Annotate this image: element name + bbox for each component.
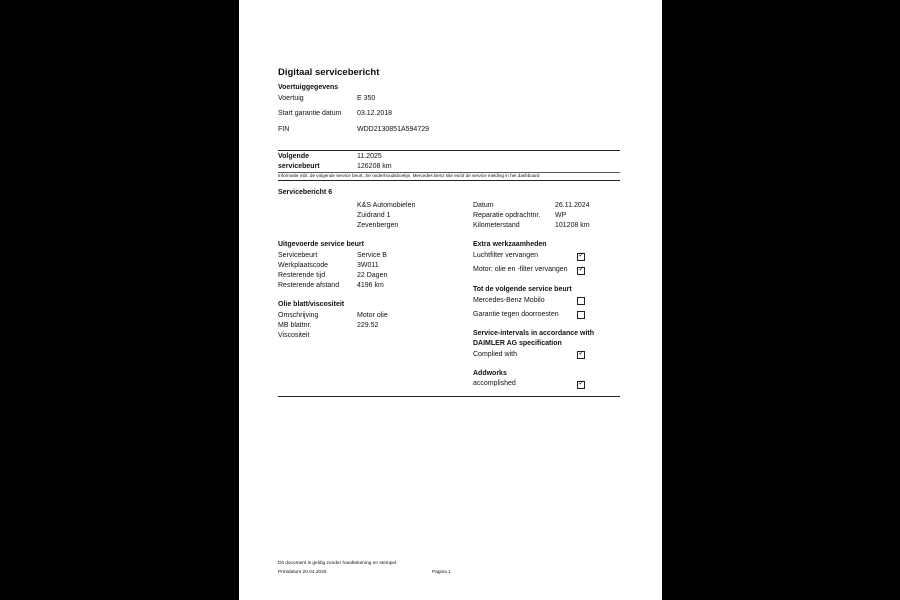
oil-description-label: Omschrijving: [278, 312, 319, 319]
checkmark-icon: ✓: [578, 265, 585, 273]
report-date-label: Datum: [473, 202, 494, 209]
checklist-item-air-filter: Luchtfilter vervangen: [473, 252, 538, 259]
dealer-street: Zuidrand 1: [357, 212, 391, 219]
checkbox[interactable]: [577, 297, 585, 305]
divider: [278, 180, 620, 181]
vehicle-heading: Voertuiggegevens: [278, 84, 339, 91]
remaining-time-label: Resterende tijd: [278, 272, 326, 279]
document-title: Digitaal servicebericht: [278, 67, 380, 78]
next-service-note: Informatie mbt. de volgende service beurt, zie onderhoudsboekje, Mercedes Benz site en/of de service melding in het dashboard: [278, 173, 540, 178]
warranty-start-label: Start garantie datum: [278, 110, 342, 117]
oil-heading: Olie blatt/viscositeit: [278, 301, 345, 308]
service-type-value: Service B: [357, 252, 387, 259]
performed-heading: Uitgevoerde service beurt: [278, 241, 364, 248]
checkbox[interactable]: [577, 351, 585, 359]
checklist-item-mobilo: Mercedes-Benz Mobilo: [473, 297, 545, 304]
document-page: [239, 0, 662, 600]
validity-note: Dit document is geldig zonder handtekening en stempel.: [278, 561, 398, 566]
until-next-heading: Tot de volgende service beurt: [473, 286, 572, 293]
next-service-label: Volgende: [278, 153, 309, 160]
fin-value: WDD2130851A594729: [357, 126, 429, 133]
oil-spec-value: 229.52: [357, 322, 379, 329]
oil-spec-label: MB blattnr.: [278, 322, 312, 329]
vehicle-value: E 350: [357, 95, 376, 102]
intervals-heading-2: DAIMLER AG specification: [473, 340, 562, 347]
checkmark-icon: ✓: [578, 349, 585, 357]
oil-description-value: Motor olie: [357, 312, 388, 319]
addworks-heading: Addworks: [473, 370, 507, 377]
next-service-label-2: servicebeurt: [278, 163, 320, 170]
checklist-item-accomplished: accomplished: [473, 380, 516, 387]
extra-heading: Extra werkzaamheden: [473, 241, 547, 248]
dealer-name: K&S Automobielen: [357, 202, 416, 209]
viscosity-label: Viscositeit: [278, 332, 310, 339]
mileage-label: Kilometerstand: [473, 222, 520, 229]
checklist-item-oil-filter: Motor: olie en -filter vervangen: [473, 266, 568, 273]
mileage-value: 101208 km: [555, 222, 590, 229]
checklist-item-rust-warranty: Garantie tegen doorroesten: [473, 311, 559, 318]
next-service-date: 11.2025: [357, 153, 382, 160]
checkmark-icon: ✓: [578, 251, 585, 259]
warranty-start-value: 03.12.2018: [357, 110, 393, 117]
dealer-city: Zevenbergen: [357, 222, 399, 229]
print-date: Printdatum 20.04.2025: [278, 570, 327, 575]
remaining-distance-label: Resterende afstand: [278, 282, 340, 289]
order-number-value: WP: [555, 212, 567, 219]
checklist-item-complied: Complied with: [473, 351, 517, 358]
checkbox[interactable]: [577, 253, 585, 261]
divider: [278, 396, 620, 397]
order-number-label: Reparatie opdrachtnr.: [473, 212, 541, 219]
checkbox[interactable]: [577, 267, 585, 275]
checkmark-icon: ✓: [578, 379, 585, 387]
intervals-heading: Service-intervals in accordance with: [473, 330, 594, 337]
vehicle-label: Voertuig: [278, 95, 304, 102]
workshop-code-label: Werkplaatscode: [278, 262, 329, 269]
fin-label: FIN: [278, 126, 290, 133]
page-number: Pagina 1: [432, 570, 451, 575]
report-heading: Servicebericht 6: [278, 189, 333, 196]
report-date-value: 26.11.2024: [555, 202, 590, 209]
next-service-km: 126208 km: [357, 163, 392, 170]
remaining-distance-value: 4196 km: [357, 282, 384, 289]
workshop-code-value: 3W011: [357, 262, 379, 269]
checkbox[interactable]: [577, 311, 585, 319]
checkbox[interactable]: [577, 381, 585, 389]
remaining-time-value: 22 Dagen: [357, 272, 388, 279]
divider: [278, 150, 620, 151]
service-type-label: Servicebeurt: [278, 252, 318, 259]
